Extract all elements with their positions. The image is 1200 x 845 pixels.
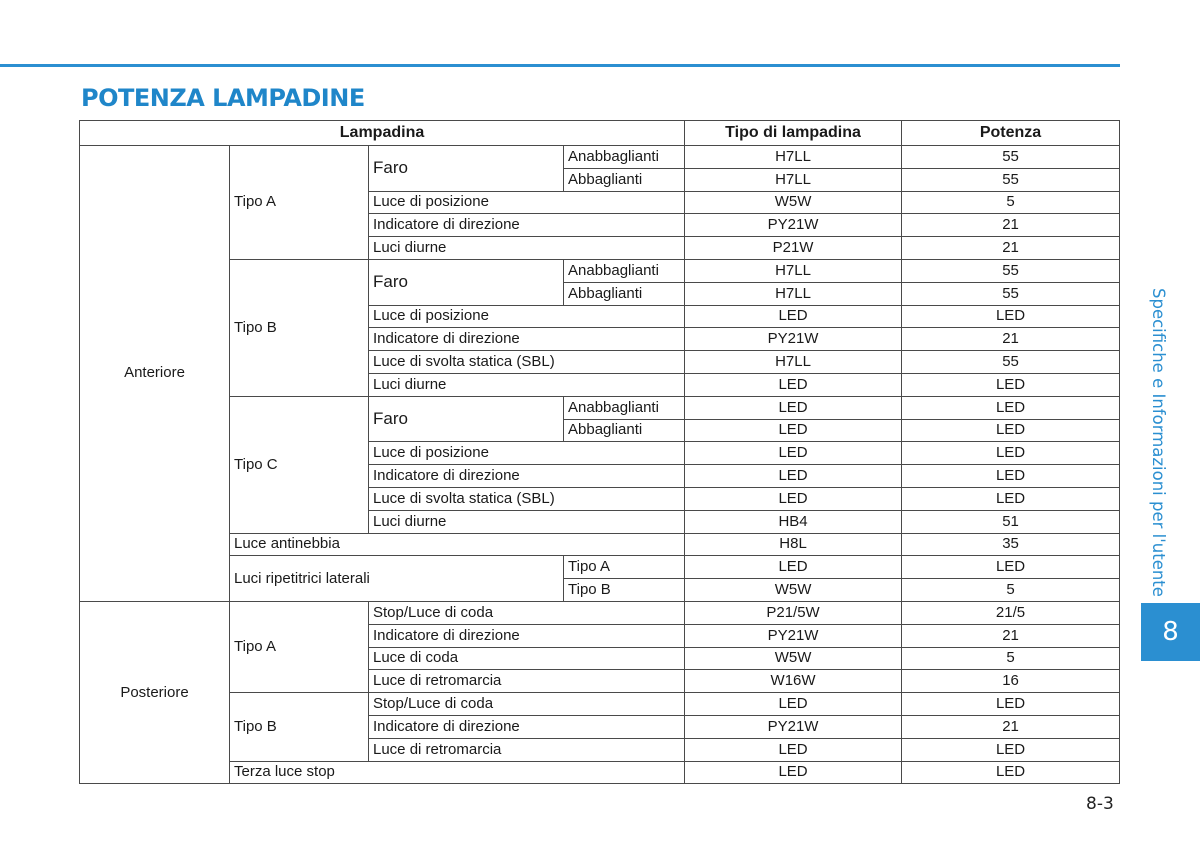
chapter-side-label — [1149, 288, 1181, 598]
table-row — [80, 146, 1120, 169]
bulb-type: LED — [685, 487, 902, 510]
bulb-power: 51 — [902, 510, 1120, 533]
bulb-name: Luce di posizione — [369, 442, 685, 465]
variant-label: Tipo A — [564, 556, 685, 579]
group-anteriore: Anteriore — [80, 146, 230, 602]
bulb-power: 55 — [902, 282, 1120, 305]
bulb-power: 55 — [902, 146, 1120, 169]
bulb-type: LED — [685, 442, 902, 465]
bulb-name: Luci diurne — [369, 373, 685, 396]
faro-label: Faro — [369, 396, 564, 442]
bulb-name: Luce di retromarcia — [369, 670, 685, 693]
bulb-power: 21 — [902, 328, 1120, 351]
faro-variant: Anabbaglianti — [564, 259, 685, 282]
bulb-name: Luci diurne — [369, 237, 685, 260]
bulb-name: Luce di posizione — [369, 305, 685, 328]
faro-variant: Anabbaglianti — [564, 396, 685, 419]
bulb-power: 5 — [902, 579, 1120, 602]
faro-label: Faro — [369, 259, 564, 305]
table-row — [80, 761, 1120, 784]
bulb-power: LED — [902, 761, 1120, 784]
table-row — [80, 396, 1120, 419]
bulb-type: W5W — [685, 647, 902, 670]
bulb-name: Luce antinebbia — [230, 533, 685, 556]
bulb-type: PY21W — [685, 624, 902, 647]
bulb-type: PY21W — [685, 715, 902, 738]
bulb-power: 21 — [902, 237, 1120, 260]
bulb-type: W16W — [685, 670, 902, 693]
chapter-tab: 8 — [1141, 603, 1200, 661]
bulb-name: Indicatore di direzione — [369, 624, 685, 647]
subgroup-label: Tipo A — [230, 601, 369, 692]
bulb-power: 21/5 — [902, 601, 1120, 624]
bulb-name: Luci diurne — [369, 510, 685, 533]
faro-variant: Abbaglianti — [564, 168, 685, 191]
subgroup-label: Tipo B — [230, 693, 369, 761]
faro-label: Faro — [369, 146, 564, 192]
header-lampadina: Lampadina — [80, 121, 685, 146]
subgroup-label: Tipo A — [230, 146, 369, 260]
bulb-name: Luci ripetitrici laterali — [230, 556, 564, 602]
table-row — [80, 259, 1120, 282]
bulb-type: LED — [685, 373, 902, 396]
bulb-name: Luce di coda — [369, 647, 685, 670]
table-row — [80, 601, 1120, 624]
bulb-type: LED — [685, 738, 902, 761]
table-row — [80, 693, 1120, 716]
bulb-power: LED — [902, 693, 1120, 716]
bulb-power: 55 — [902, 259, 1120, 282]
subgroup-label: Tipo B — [230, 259, 369, 396]
variant-label: Tipo B — [564, 579, 685, 602]
bulb-type: PY21W — [685, 214, 902, 237]
bulb-type: W5W — [685, 579, 902, 602]
bulb-power: 16 — [902, 670, 1120, 693]
bulb-power: LED — [902, 465, 1120, 488]
bulb-name: Luce di svolta statica (SBL) — [369, 351, 685, 374]
bulb-power: 21 — [902, 214, 1120, 237]
bulb-type: H8L — [685, 533, 902, 556]
faro-variant: Anabbaglianti — [564, 146, 685, 169]
bulb-power: 55 — [902, 168, 1120, 191]
bulb-type: P21/5W — [685, 601, 902, 624]
bulb-power: LED — [902, 305, 1120, 328]
bulb-type: HB4 — [685, 510, 902, 533]
bulb-name: Terza luce stop — [230, 761, 685, 784]
chapter-side-text: Specifiche e Informazioni per l'utente — [1149, 288, 1168, 597]
bulb-power: LED — [902, 419, 1120, 442]
bulb-spec-table — [79, 120, 1120, 784]
bulb-name: Indicatore di direzione — [369, 715, 685, 738]
bulb-type: LED — [685, 693, 902, 716]
top-rule — [0, 64, 1120, 67]
bulb-type: P21W — [685, 237, 902, 260]
bulb-type: LED — [685, 419, 902, 442]
bulb-power: 21 — [902, 624, 1120, 647]
bulb-power: LED — [902, 556, 1120, 579]
bulb-name: Luce di svolta statica (SBL) — [369, 487, 685, 510]
bulb-type: LED — [685, 465, 902, 488]
bulb-power: LED — [902, 396, 1120, 419]
bulb-name: Luce di retromarcia — [369, 738, 685, 761]
bulb-type: H7LL — [685, 259, 902, 282]
bulb-name: Indicatore di direzione — [369, 214, 685, 237]
table-row — [80, 533, 1120, 556]
bulb-type: LED — [685, 556, 902, 579]
bulb-power: 35 — [902, 533, 1120, 556]
bulb-power: 5 — [902, 647, 1120, 670]
bulb-name: Stop/Luce di coda — [369, 693, 685, 716]
bulb-type: H7LL — [685, 351, 902, 374]
bulb-type: LED — [685, 396, 902, 419]
bulb-type: H7LL — [685, 282, 902, 305]
bulb-power: LED — [902, 373, 1120, 396]
bulb-type: PY21W — [685, 328, 902, 351]
page-number: 8-3 — [1086, 794, 1114, 814]
header-potenza: Potenza — [902, 121, 1120, 146]
bulb-type: H7LL — [685, 168, 902, 191]
table-header-row — [80, 121, 1120, 146]
bulb-name: Indicatore di direzione — [369, 465, 685, 488]
bulb-type: H7LL — [685, 146, 902, 169]
bulb-type: LED — [685, 305, 902, 328]
bulb-type: LED — [685, 761, 902, 784]
bulb-type: W5W — [685, 191, 902, 214]
bulb-power: LED — [902, 487, 1120, 510]
bulb-power: LED — [902, 442, 1120, 465]
subgroup-label: Tipo C — [230, 396, 369, 533]
faro-variant: Abbaglianti — [564, 282, 685, 305]
table-row — [80, 556, 1120, 579]
page-title: POTENZA LAMPADINE — [81, 84, 365, 112]
bulb-power: LED — [902, 738, 1120, 761]
group-posteriore: Posteriore — [80, 601, 230, 783]
bulb-power: 55 — [902, 351, 1120, 374]
bulb-power: 21 — [902, 715, 1120, 738]
header-tipo: Tipo di lampadina — [685, 121, 902, 146]
bulb-power: 5 — [902, 191, 1120, 214]
bulb-name: Stop/Luce di coda — [369, 601, 685, 624]
faro-variant: Abbaglianti — [564, 419, 685, 442]
bulb-name: Indicatore di direzione — [369, 328, 685, 351]
bulb-name: Luce di posizione — [369, 191, 685, 214]
